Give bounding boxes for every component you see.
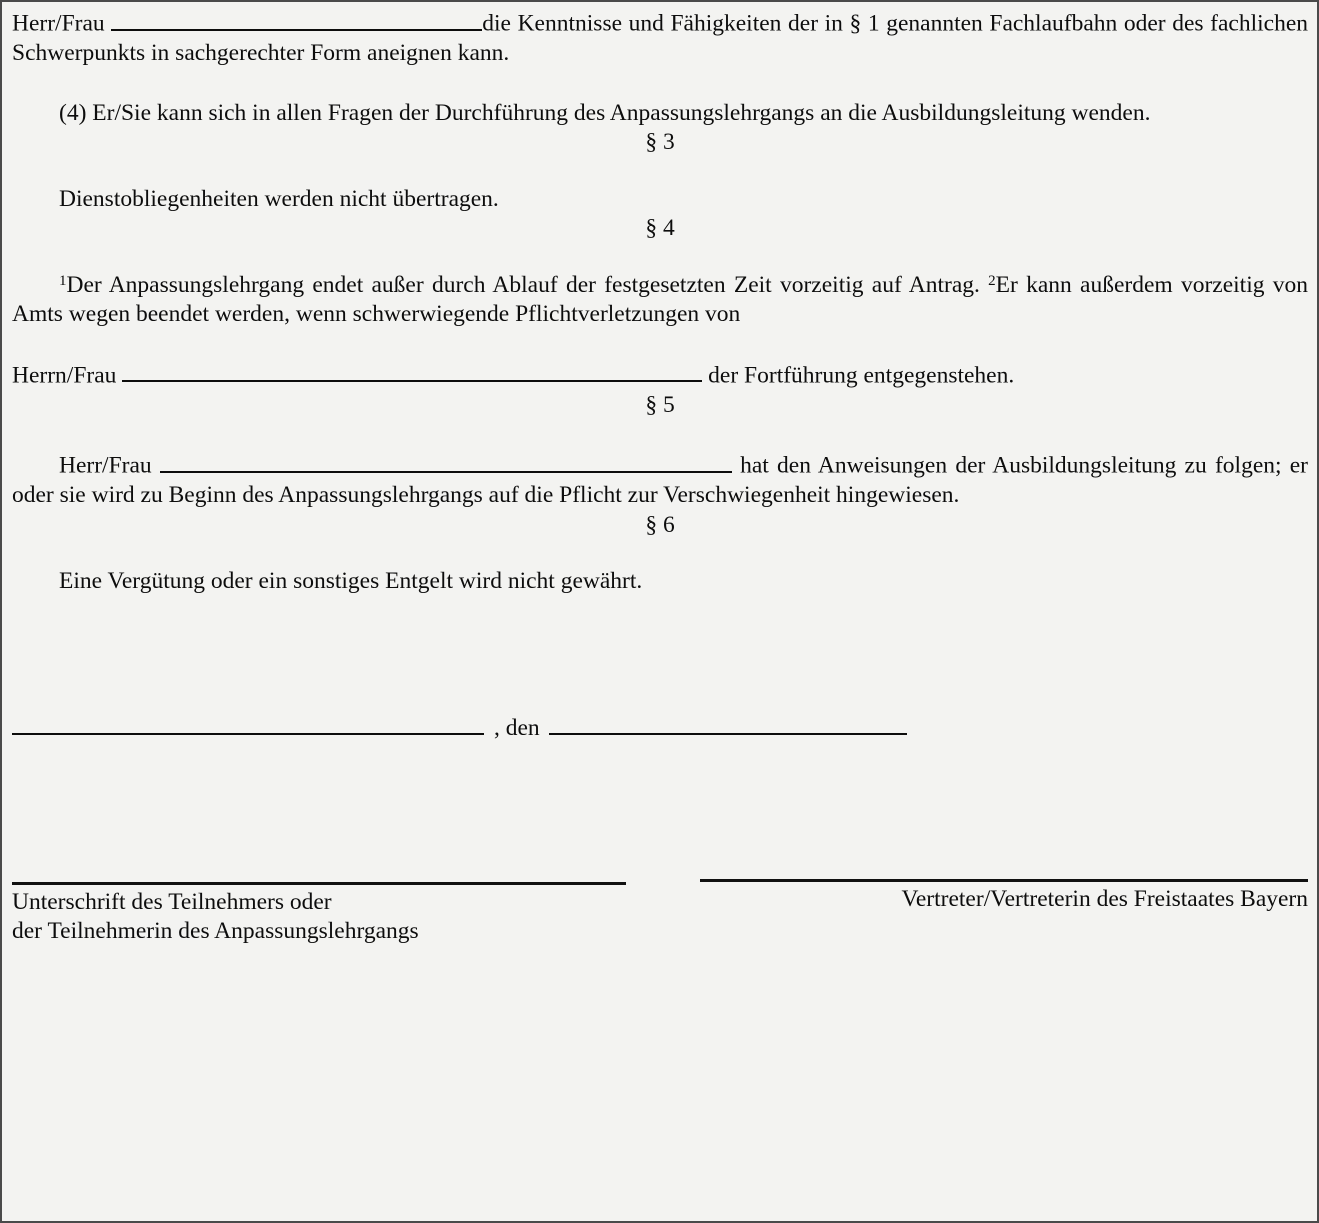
section-4-body (12, 271, 1308, 330)
section-4-heading: § 4 (645, 215, 675, 241)
intro-paragraph (12, 5, 1308, 69)
name-blank-line (111, 5, 482, 31)
name-blank-line (160, 447, 732, 473)
intro-prefix: Herr/Frau (12, 10, 105, 37)
section-6-body: Eine Vergütung oder ein sonstiges Entgelt wird nicht gewährt. (59, 568, 643, 594)
section-3-heading: § 3 (645, 129, 675, 155)
section-3-body: Dienstobliegenheiten werden nicht übertragen. (59, 185, 499, 212)
place-blank-line (12, 710, 484, 736)
signature-rule-participant (12, 882, 626, 885)
section-4-name-line (12, 357, 1308, 391)
section-4-sentence-1: Der Anpassungslehrgang endet außer durch Ablauf der festgesetzten Zeit vorzeitig auf Antrag. (66, 271, 980, 298)
section-5-text: hat den Anweisungen der Ausbildungsleitung zu folgen; er oder sie wird zu Beginn des Anpassungslehrgangs auf die Pflicht zur Verschwiegenheit hingewiesen. (12, 452, 1308, 508)
section-6-heading: § 6 (645, 511, 675, 538)
section-5-heading: § 5 (645, 391, 675, 418)
section-5-name-prefix: Herr/Frau (59, 452, 152, 479)
section-4-name-prefix: Herrn/Frau (12, 362, 117, 388)
signature-label-participant-line-1: Unterschrift des Teilnehmers oder (12, 888, 332, 915)
signature-left-column (12, 882, 626, 946)
name-blank-line (122, 357, 702, 383)
signature-label-representative: Vertreter/Vertreterin des Freistaates Bayern (901, 885, 1308, 912)
signature-label-participant-line-2: der Teilnehmerin des Anpassungslehrgangs (12, 917, 419, 944)
paragraph-4: (4) Er/Sie kann sich in allen Fragen der Durchführung des Anpassungslehrgangs an die Ausbildungsleitung wenden. (59, 99, 1151, 126)
intro-suffix: die Kenntnisse und Fähigkeiten der in § 1 genannten Fachlaufbahn oder des fachlichen Schwerpunkts in sachgerechter Form aneignen kann. (12, 10, 1309, 66)
footnote-marker-1: 1 (59, 272, 67, 289)
section-5-body (12, 447, 1308, 511)
place-date-line (12, 710, 1308, 744)
section-4-name-suffix: der Fortführung entgegenstehen. (708, 362, 1015, 388)
signature-rule-representative (700, 879, 1308, 882)
footnote-marker-2: 2 (988, 272, 996, 289)
section-4-sentence-2: Er kann außerdem vorzeitig von Amts wegen beendet werden, wenn schwerwiegende Pflichtverletzungen von (12, 271, 1309, 327)
date-separator: , den (494, 715, 540, 741)
signature-block (12, 882, 1308, 946)
signature-right-column (700, 882, 1308, 946)
date-blank-line (549, 710, 907, 736)
